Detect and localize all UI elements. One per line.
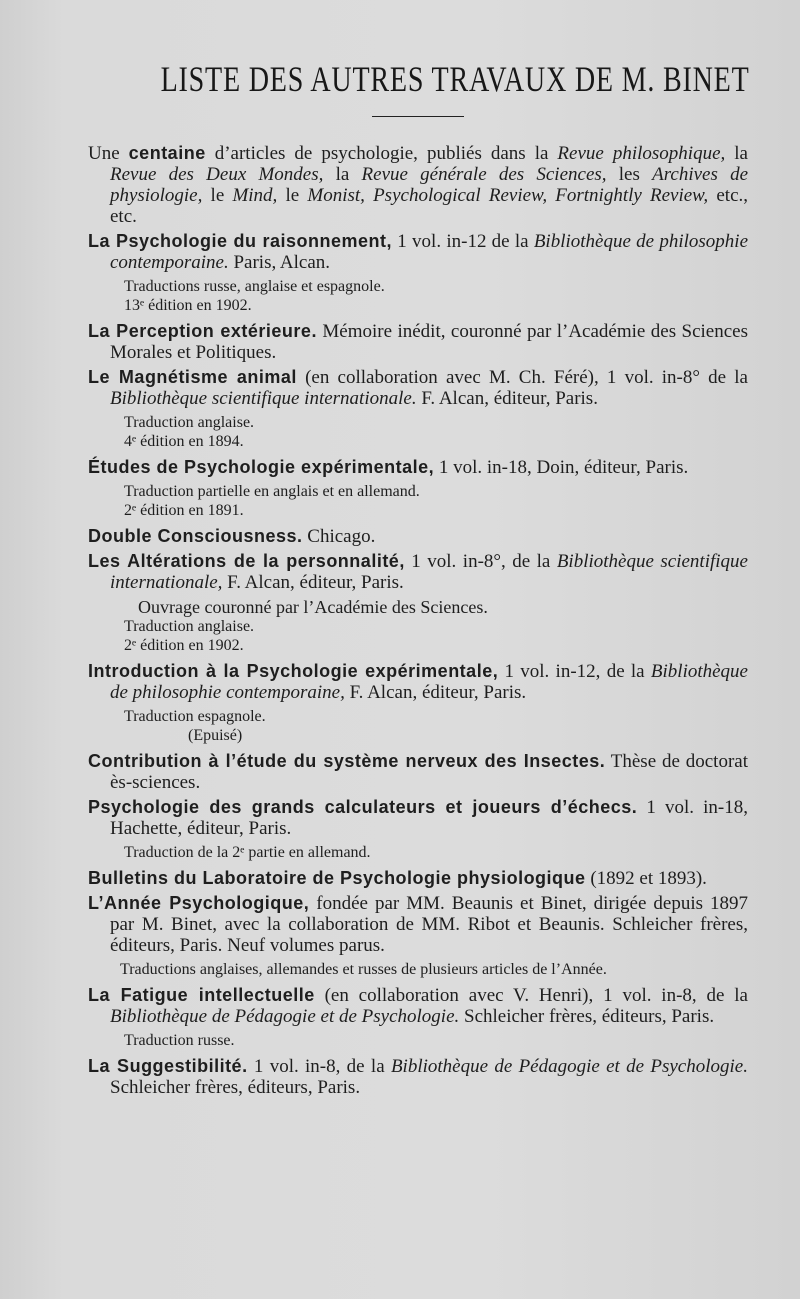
entry-etudes [88,457,748,520]
entry-note: Traductions anglaises, allemandes et russes de plusieurs articles de l’Année. [120,961,607,978]
entry-double-consciousness [88,526,748,547]
entry-main [88,367,748,409]
entry-heading: La Fatigue intellectuelle [88,985,315,1005]
entry-text: F. Alcan, éditeur, Paris. [344,682,527,703]
entry-main [88,551,748,593]
entry-text: F. Alcan, éditeur, Paris. [222,572,404,593]
entry-italic: Mind, [232,185,278,206]
entry-main [88,893,748,956]
entry-main [88,661,748,703]
entry-text: les [606,164,653,185]
entry-raisonnement [88,231,748,315]
entry-note: Traductions russe, anglaise et espagnole. [124,278,385,295]
entry-text: 1 vol. in-8°, de la [404,551,557,572]
entry-heading: Études de Psychologie expérimentale, [88,457,435,477]
entry-award: Ouvrage couronné par l’Académie des Sciences. [138,597,488,617]
entry-note: Traduction anglaise. [124,414,255,431]
entry-italic: Bibliothèque de Pédagogie et de Psychologie. [390,1056,748,1077]
entry-text: (en collaboration avec V. Henri), 1 vol. in-8, de la [314,985,748,1006]
entry-text: 1 vol. in-12, de la [498,661,651,682]
entry-text: Paris, Alcan. [228,252,331,273]
entry-text: le [277,185,308,206]
entry-prefix: Une [88,143,129,164]
entry-text: d’articles de psychologie, publiés dans la [205,143,558,164]
entry-text: 1 vol. in-18, Hachette, éditeur, Paris. [110,797,749,839]
entry-note: Traduction russe. [124,1032,235,1049]
title-rule [372,116,464,117]
entry-text: 1 vol. in-18, Doin, éditeur, Paris. [434,457,689,478]
entry-text: Chicago. [302,526,376,547]
entry-introduction [88,661,748,745]
entry-text: 1 vol. in-12 de la [392,231,534,252]
entry-heading: Psychologie des grands calculateurs et joueurs d’échecs. [88,797,638,817]
entry-text: la [725,143,748,164]
entry-note: 2ᵉ édition en 1902. [124,637,244,654]
entry-magnetisme [88,367,748,451]
entry-main [88,985,748,1027]
entry-italic: Revue générale des Sciences, [361,164,607,185]
entry-text: Thèse de doctorat ès-sciences. [110,751,748,793]
entry-italic: Archives de physiologie, [110,164,749,206]
entry-italic: Revue des Deux Mondes, [110,164,324,185]
entry-text: Schleicher frères, éditeurs, Paris. [459,1006,715,1027]
entry-italic: Bibliothèque de Pédagogie et de Psychologie. [110,1006,460,1027]
entry-insectes [88,751,748,793]
entry-text: la [323,164,362,185]
entry-articles [88,143,748,227]
page-title: LISTE DES AUTRES TRAVAUX DE M. BINET [160,59,750,99]
entry-text: le [202,185,233,206]
entry-note: Traduction partielle en anglais et en allemand. [124,483,420,500]
entry-calculateurs [88,797,748,862]
entry-note: 13ᵉ édition en 1902. [124,297,252,314]
entry-heading: La Perception extérieure. [88,321,317,341]
entry-note: 2ᵉ édition en 1891. [124,502,244,519]
entry-note: Traduction anglaise. [124,618,255,635]
entry-text: Mémoire inédit, couronné par l’Académie des Sciences Morales et Politiques. [110,321,748,363]
entry-heading: L’Année Psychologique, [88,893,310,913]
entry-text: 1 vol. in-8, de la [247,1056,391,1077]
entry-text: fondée par MM. Beaunis et Binet, dirigée depuis 1897 par M. Binet, avec la collaboration de MM. Ribot et Beaunis. Schleicher frères, éditeurs, Paris. Neuf volumes parus. [110,893,748,956]
entry-annee-psychologique [88,893,748,979]
entry-note: Traduction espagnole. [124,708,266,725]
entry-heading: centaine [128,143,206,163]
entry-heading: Le Magnétisme animal [88,367,297,387]
entry-italic: Bibliothèque de philosophie contemporaine, [110,661,748,703]
entry-heading: La Psychologie du raisonnement, [88,231,393,251]
entry-heading: Double Consciousness. [88,526,303,546]
entry-suggestibilite [88,1056,748,1098]
entry-fatigue [88,985,748,1050]
entry-heading: Contribution à l’étude du système nerveux des Insectes. [88,751,606,771]
entry-heading: La Suggestibilité. [88,1056,248,1076]
entry-main [88,797,748,839]
entry-main [88,457,748,478]
entry-bulletins [88,868,748,889]
entry-text: F. Alcan, éditeur, Paris. [416,388,598,409]
entry-epuise: (Epuisé) [188,727,243,744]
entry-italic: Revue philosophique, [557,143,726,164]
entry-main [88,231,748,273]
entry-italic: Monist, Psychological Review, Fortnightly Review, [307,185,709,206]
entry-heading: Les Altérations de la personnalité, [88,551,405,571]
entry-perception [88,321,748,363]
entry-italic: Bibliothèque scientifique internationale, [110,551,748,593]
entry-text: etc., etc. [110,185,749,227]
entry-heading: Bulletins du Laboratoire de Psychologie physiologique [88,868,586,888]
entry-text: Schleicher frères, éditeurs, Paris. [110,1077,361,1098]
entry-heading: Introduction à la Psychologie expérimentale, [88,661,499,681]
entry-italic: Bibliothèque scientifique internationale. [110,388,417,409]
entry-note: 4ᵉ édition en 1894. [124,433,244,450]
entry-text: (en collaboration avec M. Ch. Féré), 1 vol. in-8° de la [296,367,748,388]
entry-alterations [88,551,748,655]
entry-text: (1892 et 1893). [585,868,707,889]
entry-note: Traduction de la 2ᵉ partie en allemand. [124,844,371,861]
entry-italic: Bibliothèque de philosophie contemporaine. [110,231,749,273]
